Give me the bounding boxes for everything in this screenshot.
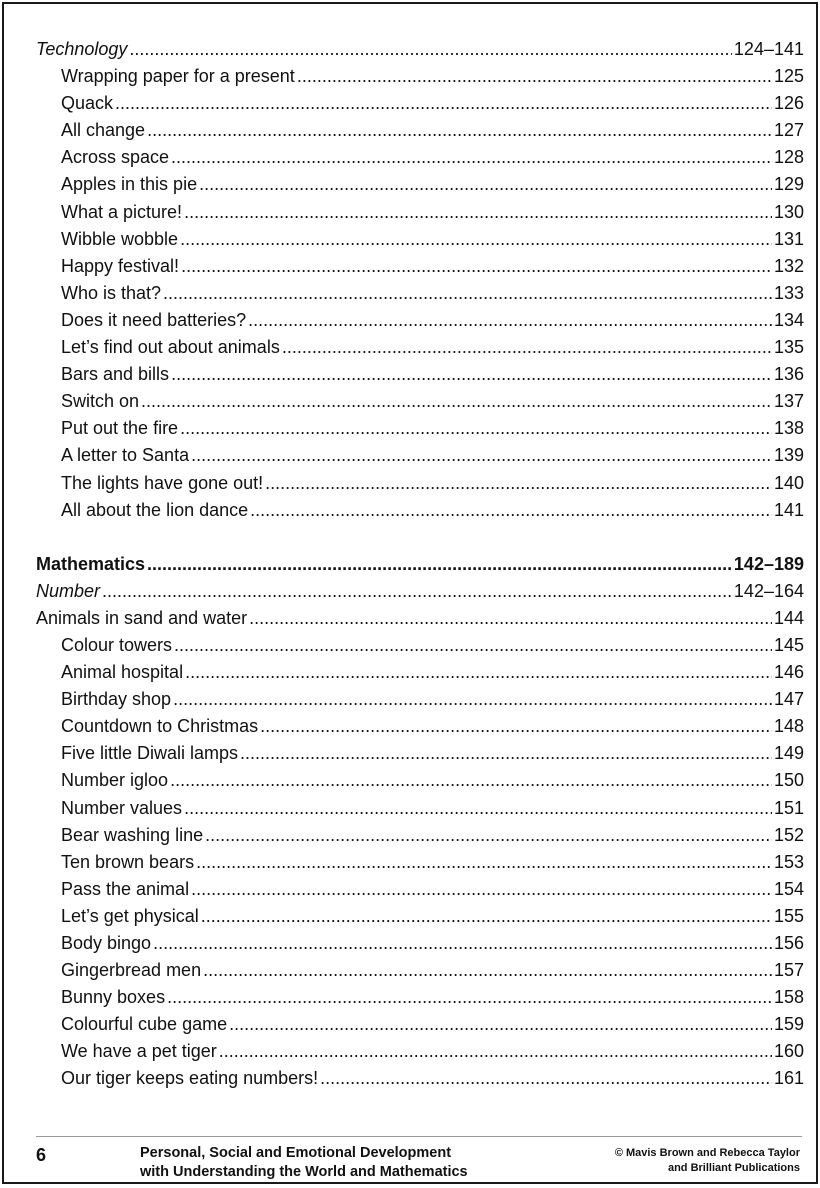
toc-page-number: 151 (773, 797, 804, 818)
toc-page-number: 144 (773, 607, 804, 628)
toc-page-number: 141 (773, 499, 804, 520)
toc-label: Wibble wobble (61, 228, 179, 249)
toc-entry (36, 686, 804, 713)
dot-leader (196, 849, 772, 876)
toc-label: All about the lion dance (61, 499, 249, 520)
toc-page-number: 127 (773, 120, 804, 141)
toc-page-number: 128 (773, 147, 804, 168)
toc-entry (36, 361, 804, 388)
toc-entry (36, 171, 804, 198)
toc-page-number: 159 (773, 1014, 804, 1035)
toc-entry (36, 957, 804, 984)
toc-entry (36, 876, 804, 903)
dot-leader (191, 876, 772, 903)
toc-page-number: 136 (773, 364, 804, 385)
toc-label: Ten brown bears (61, 851, 195, 872)
toc-label: What a picture! (61, 201, 183, 222)
toc-page-number: 126 (773, 93, 804, 114)
toc-page-number: 132 (773, 255, 804, 276)
dot-leader (185, 659, 772, 686)
toc-subheading-technology (36, 36, 804, 63)
toc-entry (36, 442, 804, 469)
toc-page-number: 137 (773, 391, 804, 412)
toc-page-number: 161 (773, 1068, 804, 1089)
dot-leader (260, 713, 772, 740)
toc-label: Wrapping paper for a present (61, 66, 295, 87)
toc-label: Who is that? (61, 282, 162, 303)
toc-entry (36, 713, 804, 740)
toc-page-number: 154 (773, 878, 804, 899)
dot-leader (171, 361, 772, 388)
toc-entry (36, 280, 804, 307)
toc-page-number: 149 (773, 743, 804, 764)
footer-copyright (615, 1146, 800, 1176)
dot-leader (201, 903, 772, 930)
toc-label: Body bingo (61, 933, 152, 953)
toc-page-number: 155 (773, 905, 804, 926)
toc-label: Quack (61, 93, 114, 114)
toc-subheading-number (36, 578, 804, 605)
dot-leader (174, 632, 772, 659)
toc-label: Pass the animal (61, 878, 190, 899)
toc-label: Apples in this pie (61, 174, 198, 195)
toc-page-number: 146 (773, 662, 804, 683)
footer-title-line: with Understanding the World and Mathematics (140, 1164, 468, 1180)
toc-page-number: 125 (773, 66, 804, 87)
toc-entry (36, 984, 804, 1011)
footer-page-number: 6 (36, 1145, 47, 1165)
dot-leader (153, 930, 772, 957)
dot-leader (297, 63, 772, 90)
toc-label: Bars and bills (61, 364, 170, 385)
toc-entry (36, 740, 804, 767)
toc-label: Birthday shop (61, 689, 172, 710)
toc-entry (36, 822, 804, 849)
dot-leader (249, 605, 772, 632)
dot-leader (191, 442, 772, 469)
footer-copyright-line: and Brilliant Publications (667, 1162, 800, 1174)
toc-page-number: 134 (773, 309, 804, 330)
toc-entry (36, 415, 804, 442)
dot-leader (102, 578, 732, 605)
footer-copyright-line: © Mavis Brown and Rebecca Taylor (614, 1147, 800, 1159)
toc-label: Number values (61, 797, 183, 818)
toc-page-number: 135 (773, 337, 804, 358)
dot-leader (219, 1038, 772, 1065)
toc-entry (36, 334, 804, 361)
toc-entry (36, 90, 804, 117)
toc-label: Technology (36, 39, 128, 59)
toc-label: Does it need batteries? (61, 309, 247, 330)
toc-label: A letter to Santa (61, 445, 190, 466)
toc-entry (36, 497, 804, 524)
toc-label: All change (61, 120, 146, 141)
toc-label: Let’s get physical (61, 905, 199, 926)
dot-leader (163, 280, 772, 307)
table-of-contents (36, 36, 804, 1093)
toc-entry (36, 226, 804, 253)
dot-leader (181, 253, 772, 280)
toc-label: Number igloo (61, 770, 169, 791)
footer-book-title (140, 1144, 468, 1182)
toc-page-number: 130 (773, 201, 804, 222)
toc-label: Animals in sand and water (36, 607, 248, 628)
toc-entry (36, 388, 804, 415)
toc-page-number: 142–189 (733, 553, 804, 574)
toc-entry (36, 470, 804, 497)
dot-leader (320, 1065, 772, 1092)
footer-divider (36, 1136, 802, 1137)
dot-leader (171, 144, 772, 171)
toc-label: Our tiger keeps eating numbers! (61, 1068, 319, 1089)
dot-leader (282, 334, 772, 361)
toc-entry (36, 307, 804, 334)
toc-heading-mathematics (36, 551, 804, 578)
dot-leader (173, 686, 772, 713)
dot-leader (229, 1011, 772, 1038)
toc-label: We have a pet tiger (61, 1041, 217, 1062)
toc-page-number: 133 (773, 282, 804, 303)
toc-page-number: 160 (773, 1041, 804, 1062)
toc-entry (36, 1011, 804, 1038)
toc-label: Happy festival! (61, 255, 180, 276)
dot-leader (147, 117, 772, 144)
dot-leader (248, 307, 772, 334)
dot-leader (167, 984, 772, 1011)
toc-entry (36, 1038, 804, 1065)
dot-leader (205, 822, 772, 849)
toc-label: Countdown to Christmas (61, 716, 259, 737)
toc-label: Five little Diwali lamps (61, 743, 239, 764)
dot-leader (184, 199, 772, 226)
document-page (2, 2, 818, 1184)
toc-entry (36, 767, 804, 794)
toc-page-number: 139 (773, 445, 804, 466)
toc-page-number: 142–164 (733, 580, 804, 601)
toc-label: The lights have gone out! (61, 472, 264, 493)
dot-leader (184, 795, 772, 822)
dot-leader (203, 957, 772, 984)
toc-label: Bunny boxes (61, 987, 166, 1008)
dot-leader (240, 740, 772, 767)
toc-entry (36, 903, 804, 930)
toc-page-number: 131 (773, 228, 804, 249)
toc-page-number: 138 (773, 418, 804, 439)
toc-label: Colour towers (61, 634, 173, 655)
toc-label: Number (36, 580, 101, 601)
toc-entry (36, 605, 804, 632)
toc-page-number: 150 (773, 770, 804, 791)
toc-entry (36, 930, 804, 957)
footer-title-line: Personal, Social and Emotional Development (140, 1145, 452, 1161)
toc-label: Colourful cube game (61, 1014, 228, 1035)
toc-entry (36, 144, 804, 171)
dot-leader (115, 90, 772, 117)
dot-leader (129, 36, 732, 63)
toc-label: Animal hospital (61, 662, 184, 683)
dot-leader (170, 767, 772, 794)
toc-page-number: 153 (773, 851, 804, 872)
toc-label: Mathematics (36, 553, 146, 574)
toc-page-number: 158 (773, 987, 804, 1008)
toc-entry (36, 659, 804, 686)
toc-page-number: 124–141 (733, 39, 804, 59)
toc-label: Let’s find out about animals (61, 337, 280, 358)
toc-entry (36, 199, 804, 226)
toc-entry (36, 117, 804, 144)
toc-entry (36, 849, 804, 876)
toc-page-number: 148 (773, 716, 804, 737)
dot-leader (265, 470, 772, 497)
toc-page-number: 156 (773, 933, 804, 953)
toc-label: Put out the fire (61, 418, 179, 439)
toc-label: Switch on (61, 391, 140, 412)
dot-leader (250, 497, 772, 524)
toc-entry (36, 795, 804, 822)
toc-page-number: 140 (773, 472, 804, 493)
section-gap (36, 524, 804, 551)
toc-page-number: 147 (773, 689, 804, 710)
toc-entry (36, 1065, 804, 1092)
dot-leader (180, 415, 772, 442)
dot-leader (147, 551, 732, 578)
toc-page-number: 157 (773, 960, 804, 981)
toc-entry (36, 632, 804, 659)
toc-page-number: 145 (773, 634, 804, 655)
dot-leader (180, 226, 772, 253)
dot-leader (199, 171, 772, 198)
toc-page-number: 129 (773, 174, 804, 195)
toc-label: Across space (61, 147, 170, 168)
toc-label: Bear washing line (61, 824, 204, 845)
dot-leader (141, 388, 772, 415)
toc-entry (36, 253, 804, 280)
toc-label: Gingerbread men (61, 960, 202, 981)
toc-page-number: 152 (773, 824, 804, 845)
toc-entry (36, 63, 804, 90)
